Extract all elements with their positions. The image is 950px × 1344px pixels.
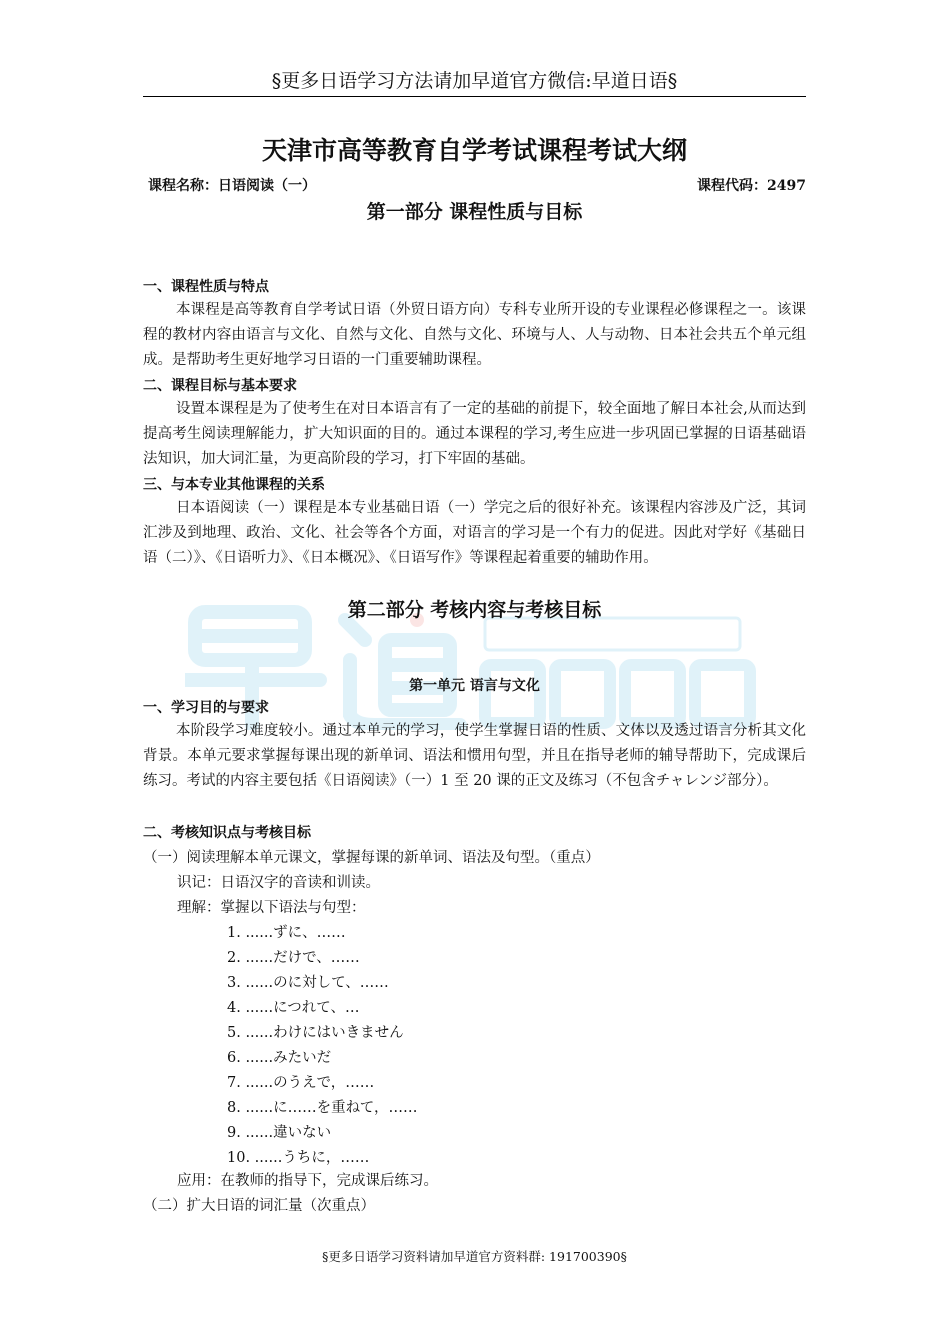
page-header: §更多日语学习方法请加早道官方微信:早道日语§	[271, 70, 678, 92]
section-paragraph: 本阶段学习难度较小。通过本单元的学习，使学生掌握日语的性质、文体以及透过语言分析其文化背景。本单元要求掌握每课出现的新单词、语法和惯用句型，并且在指导老师的辅导帮助下，完成课后练习。考试的内容主要包括《日语阅读》（一）1 至 20 课的正文及练习（不包含チャレンジ部分）。	[143, 723, 806, 789]
page-footer: §更多日语学习资料请加早道官方资料群: 191700390§	[322, 1249, 627, 1264]
section-heading: 二、课程目标与基本要求	[143, 378, 297, 394]
header-divider	[143, 96, 806, 97]
grammar-list	[227, 921, 417, 1171]
grammar-item: 3. ......のに対して、……	[227, 975, 389, 991]
objective-item: （一）阅读理解本单元课文，掌握每课的新单词、语法及句型。（重点）	[143, 850, 600, 866]
document-title: 天津市高等教育自学考试课程考试大纲	[261, 136, 687, 165]
part2-title: 第二部分 考核内容与考核目标	[347, 599, 602, 621]
section-paragraph: 日本语阅读（一）课程是本专业基础日语（一）学完之后的很好补充。该课程内容涉及广泛，其词汇涉及到地理、政治、文化、社会等各个方面，对语言的学习是一个有力的促进。因此对学好《基础日语（二）》、《日语听力》、《日本概况》、《日语写作》等课程起着重要的辅助作用。	[143, 500, 806, 566]
grammar-item: 9. ......違いない	[227, 1125, 332, 1141]
grammar-item: 7. ......のうえで，……	[227, 1075, 375, 1091]
objective-recognize: 识记：日语汉字的音读和训读。	[177, 875, 380, 891]
section-paragraph: 设置本课程是为了使考生在对日本语言有了一定的基础的前提下，较全面地了解日本社会,从而达到提高考生阅读理解能力，扩大知识面的目的。通过本课程的学习,考生应进一步巩固已掌握的日语基础语法知识，加大词汇量，为更高阶段的学习，打下牢固的基础。	[143, 401, 806, 467]
section-heading: 一、课程性质与特点	[143, 279, 269, 295]
objective-item: （二）扩大日语的词汇量（次重点）	[143, 1198, 375, 1214]
section-heading: 三、与本专业其他课程的关系	[143, 477, 325, 493]
course-code: 课程代码：2497	[697, 178, 806, 194]
section-paragraph: 本课程是高等教育自学考试日语（外贸日语方向）专科专业所开设的专业课程必修课程之一。该课程的教材内容由语言与文化、自然与文化、自然与文化、环境与人、人与动物、日本社会共五个单元组成。是帮助考生更好地学习日语的一门重要辅助课程。	[143, 302, 806, 368]
grammar-item: 6. ......みたいだ	[227, 1050, 332, 1066]
part1-title: 第一部分 课程性质与目标	[366, 201, 583, 223]
objective-apply: 应用：在教师的指导下，完成课后练习。	[177, 1173, 438, 1189]
grammar-item: 2. ......だけで、……	[227, 950, 360, 966]
course-info	[143, 174, 806, 198]
grammar-item: 4. ......につれて、…	[227, 1000, 360, 1016]
grammar-item: 5. ......わけにはいきません	[227, 1025, 404, 1041]
section-heading: 二、考核知识点与考核目标	[143, 825, 311, 841]
objective-understand: 理解：掌握以下语法与句型：	[177, 900, 366, 916]
course-name: 课程名称：日语阅读（一）	[148, 178, 316, 194]
grammar-item: 10. ......うちに，……	[227, 1150, 370, 1166]
unit-title: 第一单元 语言与文化	[409, 678, 540, 694]
section-heading: 一、学习目的与要求	[143, 700, 269, 716]
grammar-item: 1. ......ずに、……	[227, 925, 346, 941]
grammar-item: 8. ......に……を重ねて，……	[227, 1100, 418, 1116]
